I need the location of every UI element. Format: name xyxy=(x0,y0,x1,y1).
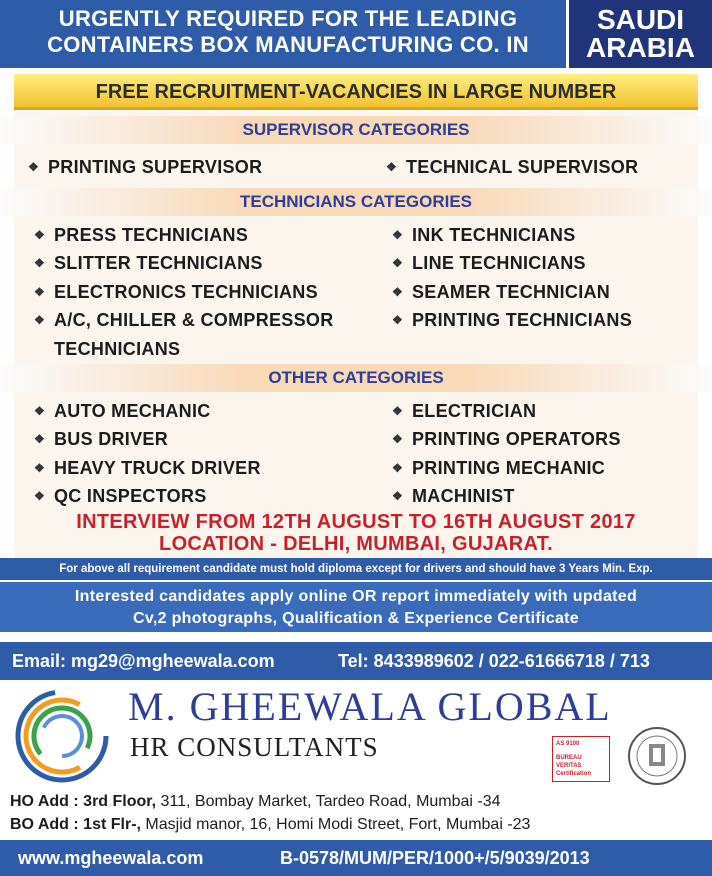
list-item-label: QC INSPECTORS xyxy=(54,486,207,506)
phone-numbers[interactable]: Tel: 8433989602 / 022-61666718 / 713 xyxy=(338,651,650,671)
list-item-label: PRINTING MECHANIC xyxy=(412,458,606,478)
company-logo-icon xyxy=(12,686,112,786)
header-bar xyxy=(0,0,712,68)
list-item-continuation: TECHNICIANS xyxy=(54,339,181,359)
list-item xyxy=(392,428,621,450)
list-item xyxy=(392,457,605,479)
country-line1: SAUDI xyxy=(596,4,685,35)
list-item-label: SEAMER TECHNICIAN xyxy=(412,282,611,302)
diamond-bullet-icon: ❖ xyxy=(28,160,40,174)
company-name: M. GHEEWALA GLOBAL xyxy=(128,684,612,729)
footer-bar xyxy=(0,840,712,876)
license-reference: B-0578/MUM/PER/1000+/5/9039/2013 xyxy=(280,848,590,868)
contact-bar xyxy=(0,642,712,680)
cert-code: AS 9100 xyxy=(556,741,580,747)
diamond-bullet-icon: ❖ xyxy=(392,313,404,327)
ho-label: HO Add : 3rd Floor, xyxy=(10,793,157,810)
header-title-line1: URGENTLY REQUIRED FOR THE LEADING xyxy=(58,6,518,31)
list-item xyxy=(392,252,586,274)
interview-dates: INTERVIEW FROM 12TH AUGUST TO 16TH AUGUST 2017 xyxy=(76,511,636,533)
list-item-label: PRESS TECHNICIANS xyxy=(54,225,249,245)
email-link[interactable]: Email: mg29@mgheewala.com xyxy=(12,651,275,671)
list-item xyxy=(34,224,248,246)
list-item xyxy=(34,400,211,422)
list-item xyxy=(28,156,262,178)
list-item-label: SLITTER TECHNICIANS xyxy=(54,253,263,273)
diamond-bullet-icon: ❖ xyxy=(392,489,404,503)
list-item xyxy=(34,457,261,479)
technicians-heading: TECHNICIANS CATEGORIES xyxy=(0,188,712,216)
country-line2: ARABIA xyxy=(586,32,695,63)
diamond-bullet-icon: ❖ xyxy=(392,228,404,242)
diamond-bullet-icon: ❖ xyxy=(392,432,404,446)
list-item-label: INK TECHNICIANS xyxy=(412,225,576,245)
list-item xyxy=(386,156,638,178)
ho-text: 311, Bombay Market, Tardeo Road, Mumbai -34 xyxy=(156,793,501,810)
list-item xyxy=(392,309,632,331)
list-item xyxy=(34,309,334,331)
company-subtitle: HR CONSULTANTS xyxy=(130,732,379,762)
list-item-label: PRINTING OPERATORS xyxy=(412,429,621,449)
list-item-label: MACHINIST xyxy=(412,486,515,506)
bo-label: BO Add : 1st Flr-, xyxy=(10,816,141,833)
diamond-bullet-icon: ❖ xyxy=(392,461,404,475)
diamond-bullet-icon: ❖ xyxy=(34,256,46,270)
header-title xyxy=(8,6,568,58)
diamond-bullet-icon: ❖ xyxy=(34,285,46,299)
list-item-label: LINE TECHNICIANS xyxy=(412,253,586,273)
list-item-label: TECHNICAL SUPERVISOR xyxy=(406,157,639,177)
list-item xyxy=(34,485,207,507)
list-item xyxy=(34,281,318,303)
apply-instructions xyxy=(0,582,712,632)
list-item-label: PRINTING SUPERVISOR xyxy=(48,157,263,177)
country-badge xyxy=(566,0,712,68)
diamond-bullet-icon: ❖ xyxy=(34,404,46,418)
branch-office-address xyxy=(10,815,530,835)
certification-badge xyxy=(552,736,610,782)
list-item-label: PRINTING TECHNICIANS xyxy=(412,310,633,330)
diamond-bullet-icon: ❖ xyxy=(392,404,404,418)
supervisor-heading: SUPERVISOR CATEGORIES xyxy=(0,116,712,144)
list-item-label: AUTO MECHANIC xyxy=(54,401,211,421)
list-item xyxy=(392,485,515,507)
cert-type: Certification xyxy=(556,771,592,777)
diamond-bullet-icon: ❖ xyxy=(34,228,46,242)
list-item-label: ELECTRICIAN xyxy=(412,401,537,421)
list-item-label: BUS DRIVER xyxy=(54,429,169,449)
diamond-bullet-icon: ❖ xyxy=(392,256,404,270)
website-link[interactable]: www.mgheewala.com xyxy=(18,848,204,868)
list-item xyxy=(392,224,576,246)
list-item-label: A/C, CHILLER & COMPRESSOR xyxy=(54,310,334,330)
list-item-label: HEAVY TRUCK DRIVER xyxy=(54,458,261,478)
list-item xyxy=(392,281,610,303)
other-heading: OTHER CATEGORIES xyxy=(0,364,712,392)
bureau-veritas-seal-icon xyxy=(626,724,688,788)
diamond-bullet-icon: ❖ xyxy=(386,160,398,174)
head-office-address xyxy=(10,792,501,812)
interview-location: LOCATION - DELHI, MUMBAI, GUJARAT. xyxy=(159,533,553,555)
list-item-label: ELECTRONICS TECHNICIANS xyxy=(54,282,318,302)
diamond-bullet-icon: ❖ xyxy=(392,285,404,299)
requirement-note: For above all requirement candidate must hold diploma except for drivers and should have 3 Years Min. Exp. xyxy=(0,558,712,580)
list-item xyxy=(34,252,263,274)
diamond-bullet-icon: ❖ xyxy=(34,313,46,327)
diamond-bullet-icon: ❖ xyxy=(34,489,46,503)
cert-name: BUREAU VERITAS xyxy=(556,755,582,769)
bo-text: Masjid manor, 16, Homi Modi Street, Fort, Mumbai -23 xyxy=(140,816,531,833)
apply-line2: Cv,2 photographs, Qualification & Experience Certificate xyxy=(133,610,579,627)
list-item xyxy=(34,428,168,450)
company-block xyxy=(0,680,712,790)
diamond-bullet-icon: ❖ xyxy=(34,432,46,446)
diamond-bullet-icon: ❖ xyxy=(34,461,46,475)
recruitment-banner: FREE RECRUITMENT-VACANCIES IN LARGE NUMBER xyxy=(14,74,698,110)
header-title-line2: CONTAINERS BOX MANUFACTURING CO. IN xyxy=(47,32,529,57)
apply-line1: Interested candidates apply online OR report immediately with updated xyxy=(74,588,638,605)
list-item xyxy=(392,400,536,422)
